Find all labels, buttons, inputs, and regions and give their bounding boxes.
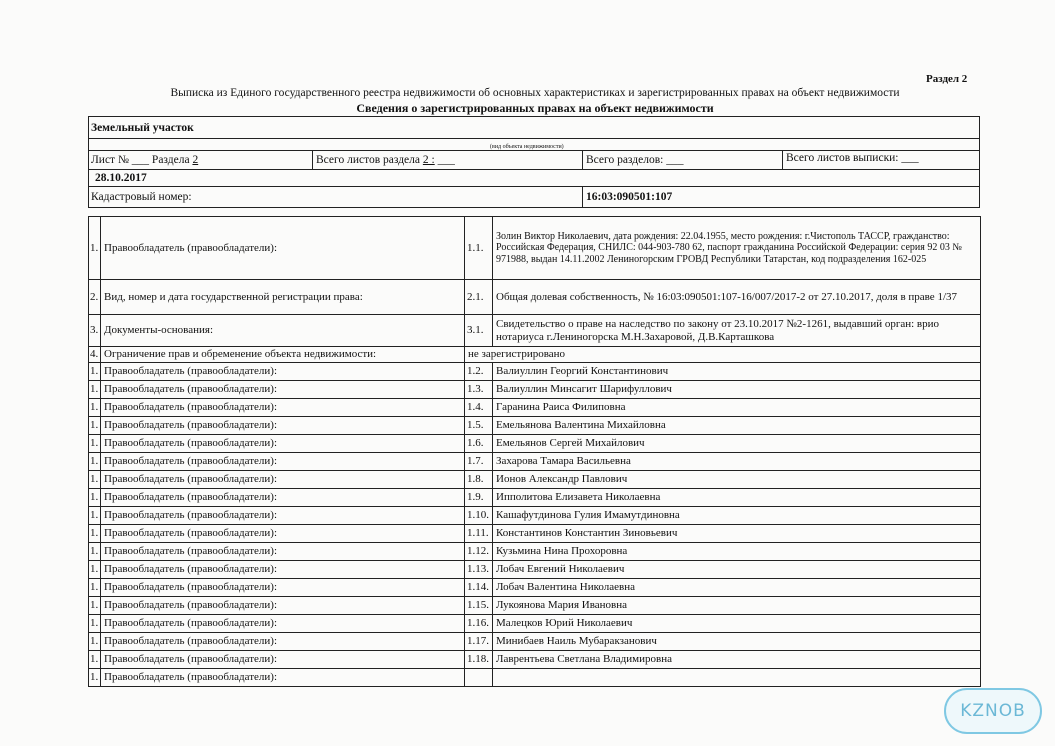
row-value: Константинов Константин Зиновьевич	[493, 525, 981, 543]
row-value: Кашафутдинова Гулия Имамутдиновна	[493, 507, 981, 525]
object-type-caption: (вид объекта недвижимости)	[490, 144, 564, 150]
row-number: 1.	[89, 363, 101, 381]
row-value: Лаврентьева Светлана Владимировна	[493, 651, 981, 669]
row-label: Правообладатель (правообладатели):	[101, 363, 465, 381]
row-sub-number: 1.10.	[465, 507, 493, 525]
row-value: Лобач Валентина Николаевна	[493, 579, 981, 597]
table-row	[89, 453, 981, 471]
row-value: Лукоянова Мария Ивановна	[493, 597, 981, 615]
row-number: 1.	[89, 669, 101, 687]
row-sub-number	[465, 669, 493, 687]
row-label: Правообладатель (правообладатели):	[101, 381, 465, 399]
row-number: 2.	[89, 280, 101, 315]
row-value: Ипполитова Елизавета Николаевна	[493, 489, 981, 507]
row-sub-number: 3.1.	[465, 315, 493, 347]
row-number: 1.	[89, 597, 101, 615]
row-sub-number: 2.1.	[465, 280, 493, 315]
row-number: 1.	[89, 543, 101, 561]
cadastral-number: 16:03:090501:107	[586, 191, 673, 203]
row-value: Лобач Евгений Николаевич	[493, 561, 981, 579]
statement-date: 28.10.2017	[95, 172, 147, 184]
row-label: Вид, номер и дата государственной регистрации права:	[101, 280, 465, 315]
table-row	[89, 507, 981, 525]
row-label: Правообладатель (правообладатели):	[101, 399, 465, 417]
object-type: Земельный участок	[91, 122, 194, 134]
row-number: 1.	[89, 399, 101, 417]
row-sub-number: 1.18.	[465, 651, 493, 669]
row-value: Валиуллин Георгий Константинович	[493, 363, 981, 381]
row-number: 1.	[89, 525, 101, 543]
table-row	[89, 615, 981, 633]
row-sub-number: 1.16.	[465, 615, 493, 633]
table-row	[89, 381, 981, 399]
table-row	[89, 633, 981, 651]
row-value: Гаранина Раиса Филиповна	[493, 399, 981, 417]
row-label: Правообладатель (правообладатели):	[101, 435, 465, 453]
row-label: Правообладатель (правообладатели):	[101, 633, 465, 651]
table-row	[89, 471, 981, 489]
row-number: 1.	[89, 217, 101, 280]
row-sub-number: 1.1.	[465, 217, 493, 280]
row-value: не зарегистрировано	[465, 347, 981, 363]
row-label: Правообладатель (правообладатели):	[101, 417, 465, 435]
row-value: Свидетельство о праве на наследство по закону от 23.10.2017 №2-1261, выдавший орган: врио нотариуса г.Лениногорска М.Н.Захаровой, Д.В.Карташкова	[493, 315, 981, 347]
row-sub-number: 1.13.	[465, 561, 493, 579]
row-sub-number: 1.4.	[465, 399, 493, 417]
table-row	[89, 347, 981, 363]
row-value	[493, 669, 981, 687]
row-value: Золин Виктор Николаевич, дата рождения: 22.04.1955, место рождения: г.Чистополь ТАССР, гражданство: Российская Федерация, СНИЛС: 044-903-780 62, паспорт гражданина Российской Федерации: серия 92 03 № 971988, выдан 14.11.2002 Лениногорским ГРОВД Республики Татарстан, код подразделения 162-025	[493, 217, 981, 280]
row-value: Захарова Тамара Васильевна	[493, 453, 981, 471]
row-number: 1.	[89, 471, 101, 489]
row-value: Валиуллин Минсагит Шарифуллович	[493, 381, 981, 399]
row-sub-number: 1.8.	[465, 471, 493, 489]
section-label: Раздел 2	[926, 73, 968, 85]
table-row	[89, 651, 981, 669]
table-row	[89, 561, 981, 579]
row-sub-number: 1.14.	[465, 579, 493, 597]
row-value: Емельянов Сергей Михайлович	[493, 435, 981, 453]
table-row	[89, 489, 981, 507]
row-label: Правообладатель (правообладатели):	[101, 615, 465, 633]
row-label: Правообладатель (правообладатели):	[101, 525, 465, 543]
row-sub-number: 1.3.	[465, 381, 493, 399]
row-number: 1.	[89, 453, 101, 471]
row-number: 4.	[89, 347, 101, 363]
sheets-in-section: Всего листов раздела 2 : ___	[316, 154, 455, 166]
row-label: Правообладатель (правообладатели):	[101, 561, 465, 579]
table-row	[89, 217, 981, 280]
row-value: Общая долевая собственность, № 16:03:090501:107-16/007/2017-2 от 27.10.2017, доля в праве 1/37	[493, 280, 981, 315]
table-row	[89, 363, 981, 381]
table-row	[89, 669, 981, 687]
row-value: Минибаев Наиль Мубаракзанович	[493, 633, 981, 651]
table-row	[89, 435, 981, 453]
row-number: 1.	[89, 435, 101, 453]
row-label: Правообладатель (правообладатели):	[101, 669, 465, 687]
table-row	[89, 579, 981, 597]
table-row	[89, 597, 981, 615]
sheet-number-label: Лист № ___ Раздела 2	[91, 154, 199, 166]
table-row	[89, 417, 981, 435]
row-label: Правообладатель (правообладатели):	[101, 217, 465, 280]
row-label: Правообладатель (правообладатели):	[101, 651, 465, 669]
row-sub-number: 1.5.	[465, 417, 493, 435]
total-sheets: Всего листов выписки: ___	[786, 152, 919, 164]
document-title: Выписка из Единого государственного реестра недвижимости об основных характеристиках и зарегистрированных правах на объект недвижимости	[170, 87, 900, 99]
document-subtitle: Сведения о зарегистрированных правах на объект недвижимости	[356, 101, 714, 115]
row-number: 1.	[89, 561, 101, 579]
row-label: Правообладатель (правообладатели):	[101, 453, 465, 471]
row-number: 1.	[89, 507, 101, 525]
table-row	[89, 315, 981, 347]
row-label: Правообладатель (правообладатели):	[101, 489, 465, 507]
table-row	[89, 280, 981, 315]
row-value: Малецков Юрий Николаевич	[493, 615, 981, 633]
row-sub-number: 1.12.	[465, 543, 493, 561]
row-number: 1.	[89, 417, 101, 435]
cadastral-label: Кадастровый номер:	[91, 191, 192, 203]
row-label: Документы-основания:	[101, 315, 465, 347]
rights-table	[88, 216, 981, 687]
row-label: Ограничение прав и обременение объекта недвижимости:	[101, 347, 465, 363]
row-sub-number: 1.17.	[465, 633, 493, 651]
row-value: Кузьмина Нина Прохоровна	[493, 543, 981, 561]
row-sub-number: 1.6.	[465, 435, 493, 453]
row-sub-number: 1.15.	[465, 597, 493, 615]
row-sub-number: 1.2.	[465, 363, 493, 381]
row-number: 1.	[89, 615, 101, 633]
row-number: 1.	[89, 381, 101, 399]
row-label: Правообладатель (правообладатели):	[101, 471, 465, 489]
row-number: 1.	[89, 651, 101, 669]
section-number: 2	[192, 154, 199, 166]
total-sections: Всего разделов: ___	[586, 154, 684, 166]
row-sub-number: 1.9.	[465, 489, 493, 507]
row-label: Правообладатель (правообладатели):	[101, 507, 465, 525]
row-sub-number: 1.11.	[465, 525, 493, 543]
row-label: Правообладатель (правообладатели):	[101, 597, 465, 615]
row-value: Ионов Александр Павлович	[493, 471, 981, 489]
table-row	[89, 525, 981, 543]
row-label: Правообладатель (правообладатели):	[101, 543, 465, 561]
row-label: Правообладатель (правообладатели):	[101, 579, 465, 597]
table-row	[89, 543, 981, 561]
row-number: 1.	[89, 579, 101, 597]
row-number: 1.	[89, 489, 101, 507]
row-number: 3.	[89, 315, 101, 347]
row-sub-number: 1.7.	[465, 453, 493, 471]
row-number: 1.	[89, 633, 101, 651]
table-row	[89, 399, 981, 417]
row-value: Емельянова Валентина Михайловна	[493, 417, 981, 435]
watermark-logo: KZNOB	[944, 688, 1042, 734]
